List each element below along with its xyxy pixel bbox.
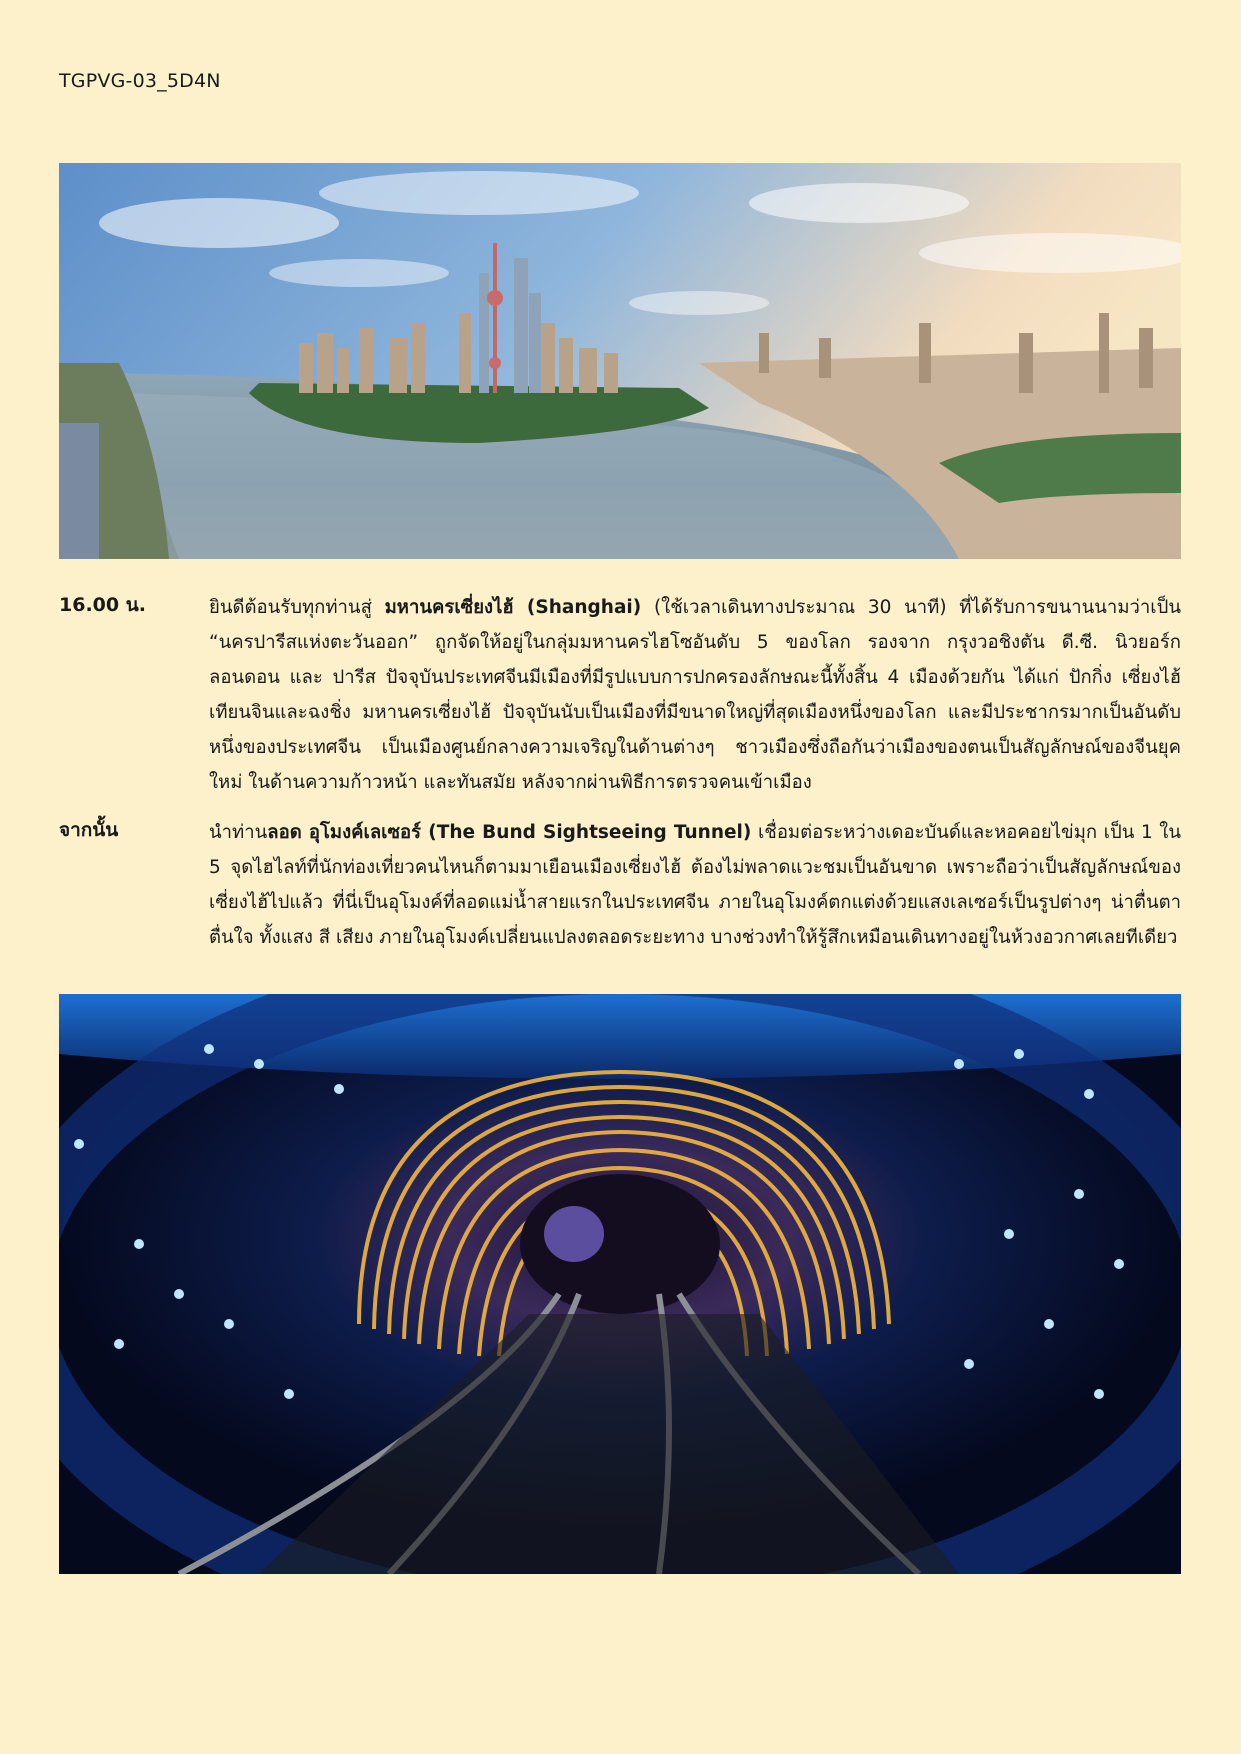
description-text: (ใช้เวลาเดินทางประมาณ 30 นาที) ที่ได้รับการขนานนามว่าเป็น “นครปารีสแห่งตะวันออก” ถูกจัดให้อยู่ในกลุ่มมหานครไฮโซอันดับ 5 ของโลก รองจาก กรุงวอชิงตัน ดี.ซี. นิวยอร์ก ลอนดอน และ ปารีส ปัจจุบันประเทศจีนมีเมืองที่มีรูปแบบการปกครองลักษณะนี้ทั้งสิ้น 4 เมืองด้วยกัน ได้แก่ ปักกิ่ง เซี่ยงไฮ้ เทียนจินและฉงชิ่ง มหานครเซี่ยงไฮ้ ปัจจุบันนับเป็นเมืองที่มีขนาดใหญ่ที่สุดเมืองหนึ่งของโลก และมีประชากรมากเป็นอันดับหนึ่งของประเทศจีน เป็นเมืองศูนย์กลางความเจริญในด้านต่างๆ ชาวเมืองซึ่งถือกันว่าเมืองของตนเป็นสัญลักษณ์ของจีนยุคใหม่ ในด้านความก้าวหน้า และทันสมัย หลังจากผ่านพิธีการตรวจคนเข้าเมือง xyxy=(209,597,1182,793)
tunnel-image xyxy=(59,994,1181,1574)
document-code: TGPVG-03_5D4N xyxy=(59,70,221,92)
description-text: ยินดีต้อนรับทุกท่านสู่ xyxy=(209,597,385,618)
itinerary-description xyxy=(209,815,1181,955)
itinerary-time: 16.00 น. xyxy=(59,594,146,616)
place-name: ลอด อุโมงค์เลเซอร์ (The Bund Sightseeing Tunnel) xyxy=(267,822,752,843)
bund-tunnel-photo xyxy=(59,994,1181,1574)
itinerary-time: จากนั้น xyxy=(59,819,119,841)
shanghai-skyline-photo xyxy=(59,163,1181,559)
place-name: มหานครเซี่ยงไฮ้ (Shanghai) xyxy=(384,597,642,618)
itinerary-description xyxy=(209,590,1181,800)
skyline-image xyxy=(59,163,1181,559)
description-text: เชื่อมต่อระหว่างเดอะบันด์และหอคอยไข่มุก เป็น 1 ใน 5 จุดไฮไลท์ที่นักท่องเที่ยวคนไหนก็ตามมาเยือนเมืองเซี่ยงไฮ้ ต้องไม่พลาดแวะชมเป็นอันขาด เพราะถือว่าเป็นสัญลักษณ์ของเซี่ยงไฮ้ไปแล้ว ที่นี่เป็นอุโมงค์ที่ลอดแม่น้ำสายแรกในประเทศจีน ภายในอุโมงค์ตกแต่งด้วยแสงเลเซอร์เป็นรูปต่างๆ น่าตื่นตาตื่นใจ ทั้งแสง สี เสียง ภายในอุโมงค์เปลี่ยนแปลงตลอดระยะทาง บางช่วงทำให้รู้สึกเหมือนเดินทางอยู่ในห้วงอวกาศเลยทีเดียว xyxy=(209,822,1181,948)
description-text: นำท่าน xyxy=(209,822,268,843)
